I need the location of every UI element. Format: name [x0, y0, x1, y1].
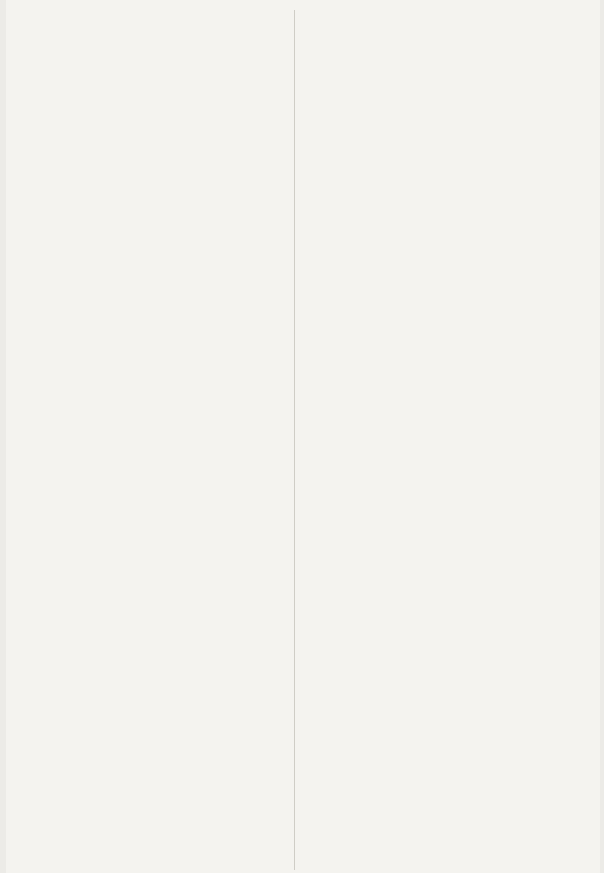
right-column	[302, 8, 594, 873]
article-title	[40, 30, 104, 630]
left-column-bottom	[16, 616, 288, 873]
newspaper-page	[6, 0, 600, 873]
column-divider	[294, 10, 295, 870]
left-column-top	[136, 8, 284, 615]
